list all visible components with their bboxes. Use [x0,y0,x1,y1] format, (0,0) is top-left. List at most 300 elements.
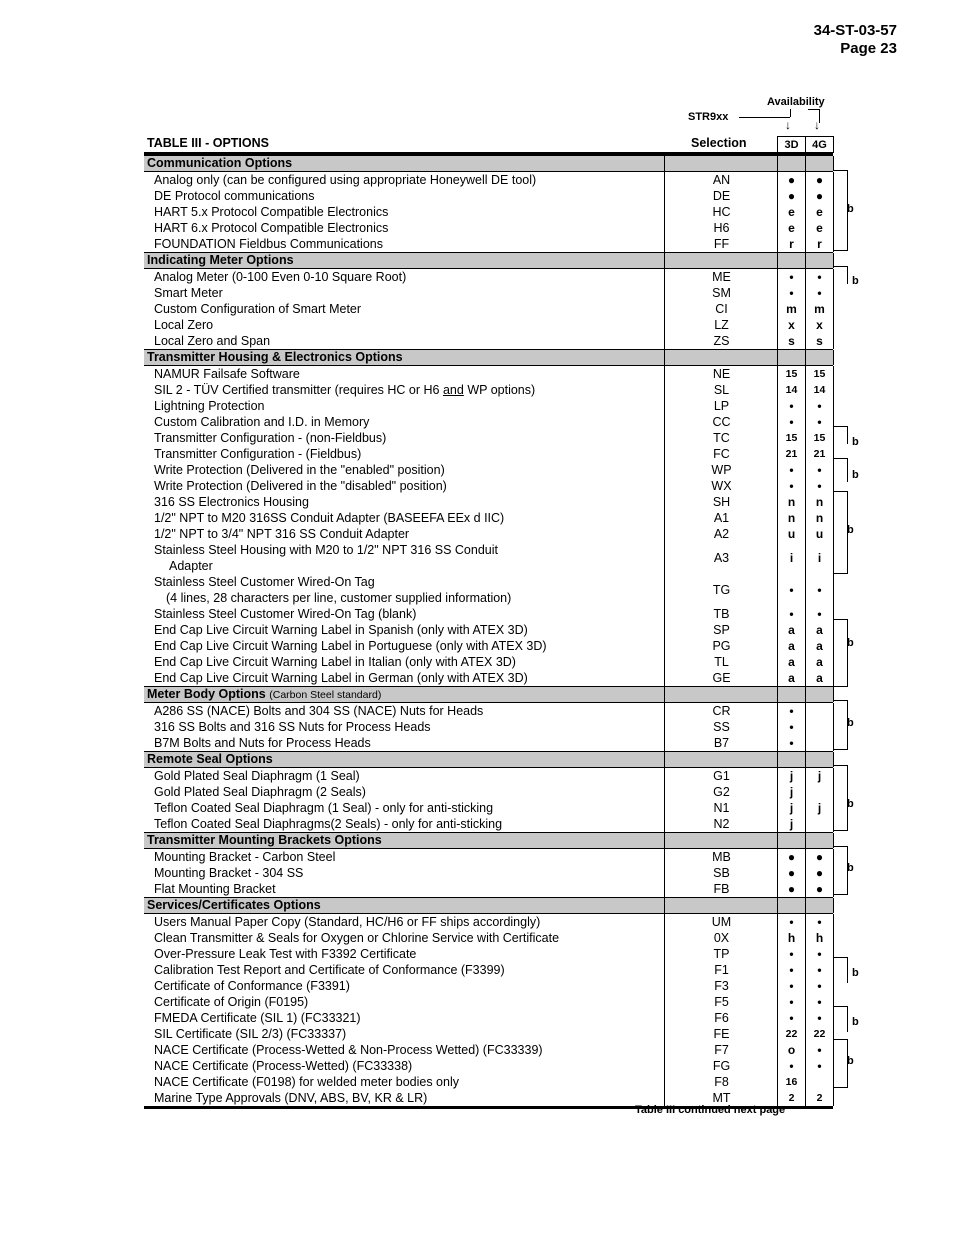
option-description [154,638,547,654]
selection-code: WP [664,462,778,478]
table-row [144,204,833,220]
option-description [154,269,406,285]
option-description [154,526,409,542]
availability-4g: a [805,638,834,654]
section-title [147,253,294,268]
table-row [144,881,833,897]
selection-code: TC [664,430,778,446]
option-description [154,1058,412,1074]
description-line: End Cap Live Circuit Warning Label in German (only with ATEX 3D) [154,671,528,685]
table-row [144,236,833,252]
table-row [144,865,833,881]
option-description [154,574,511,606]
availability-4g: ● [805,881,834,897]
description-line: Clean Transmitter & Seals for Oxygen or Chlorine Service with Certificate [154,931,560,945]
option-description [154,703,483,719]
description-line: 316 SS Electronics Housing [154,495,309,509]
table-row [144,978,833,994]
column-header-4g: 4G [805,136,834,153]
table-row [144,172,833,188]
availability-4g: • [805,398,834,414]
option-description [154,172,536,188]
availability-4g: e [805,204,834,220]
section-cell [805,898,834,913]
availability-4g: • [805,269,834,285]
section-title [147,833,382,848]
bracket-letter: b [847,798,854,810]
description-line: Gold Plated Seal Diaphragm (2 Seals) [154,785,366,799]
model-label: STR9xx [688,111,729,123]
availability-4g [805,784,834,800]
selection-code: SB [664,865,778,881]
section-cell [664,752,778,767]
selection-code: SL [664,382,778,398]
option-description [154,654,516,670]
description-line: FMEDA Certificate (SIL 1) (FC33321) [154,1011,361,1025]
option-description [154,446,361,462]
availability-3d: • [777,478,805,494]
availability-3d: 22 [777,1026,805,1042]
table-row [144,301,833,317]
selection-code: A2 [664,526,778,542]
section-cell [805,752,834,767]
section-header [144,155,833,172]
section-cell [664,253,778,268]
option-description [154,333,270,349]
section-title [147,898,321,913]
option-description [154,494,309,510]
options-table [144,152,833,1109]
selection-code: PG [664,638,778,654]
selection-code: F3 [664,978,778,994]
availability-bracket [833,266,848,284]
selection-code: H6 [664,220,778,236]
option-description [154,800,493,816]
description-line: Transmitter Configuration - (non-Fieldbus) [154,431,387,445]
table-row [144,269,833,285]
selection-code: ZS [664,333,778,349]
availability-3d: o [777,1042,805,1058]
availability-4g: i [805,542,834,574]
availability-3d: s [777,333,805,349]
availability-4g: e [805,220,834,236]
table-row [144,220,833,236]
availability-4g: ● [805,865,834,881]
availability-4g: • [805,914,834,930]
availability-3d: 21 [777,446,805,462]
table-row [144,994,833,1010]
selection-code: TP [664,946,778,962]
selection-header: Selection [691,136,747,150]
section-cell [777,687,805,702]
option-description [154,994,308,1010]
bracket-letter: b [847,203,854,215]
availability-3d: n [777,510,805,526]
section-title [147,687,381,703]
section-cell [777,350,805,365]
availability-3d: ● [777,865,805,881]
bracket-letter: b [852,1016,859,1028]
selection-code: HC [664,204,778,220]
availability-3d: x [777,317,805,333]
availability-4g: 15 [805,430,834,446]
table-row [144,1074,833,1090]
section-cell [664,898,778,913]
description-line: Certificate of Origin (F0195) [154,995,309,1009]
availability-4g: • [805,962,834,978]
selection-code: F1 [664,962,778,978]
selection-code: N2 [664,816,778,832]
selection-code: FF [664,236,778,252]
availability-bracket [833,426,848,444]
table-row [144,914,833,930]
section-cell [805,350,834,365]
bracket-letter: b [852,967,859,979]
description-line: SIL Certificate (SIL 2/3) (FC33337) [154,1027,347,1041]
selection-code: UM [664,914,778,930]
table-row [144,606,833,622]
section-cell [664,156,778,171]
availability-4g: h [805,930,834,946]
section-header [144,832,833,849]
option-description [154,784,366,800]
availability-3d: • [777,978,805,994]
selection-code: DE [664,188,778,204]
option-description [154,414,369,430]
table-row [144,333,833,349]
selection-code: AN [664,172,778,188]
bracket-letter: b [847,524,854,536]
availability-4g: x [805,317,834,333]
selection-code: TL [664,654,778,670]
option-description [154,188,314,204]
selection-code: ME [664,269,778,285]
availability-3d: a [777,638,805,654]
table-row [144,670,833,686]
description-line: Calibration Test Report and Certificate of Conformance (F3399) [154,963,505,977]
bracket-letter: b [852,275,859,287]
table-row [144,638,833,654]
selection-code: SM [664,285,778,301]
availability-3d: j [777,784,805,800]
description-line: 1/2" NPT to 3/4" NPT 316 SS Conduit Adapter [154,527,410,541]
availability-bracket [833,957,848,983]
description-line: Stainless Steel Housing with M20 to 1/2" NPT 316 SS Conduit [154,543,498,557]
section-header [144,349,833,366]
table-row [144,285,833,301]
continued-note: Table III continued next page [635,1104,786,1116]
section-title-text: Indicating Meter Options [147,253,294,267]
description-line: NAMUR Failsafe Software [154,367,300,381]
section-title-text: Transmitter Mounting Brackets Options [147,833,382,847]
selection-code: LP [664,398,778,414]
section-title [147,752,273,767]
availability-3d: e [777,220,805,236]
option-description [154,301,361,317]
availability-3d: j [777,768,805,784]
option-description [154,462,445,478]
description-line: NACE Certificate (Process-Wetted) (FC33338) [154,1059,413,1073]
availability-3d: a [777,670,805,686]
leader-line-join [808,109,819,110]
option-description [154,946,416,962]
table-row [144,930,833,946]
section-cell [664,350,778,365]
section-cell [777,833,805,848]
option-description [154,542,498,574]
description-line: NACE Certificate (Process-Wetted & Non-Process Wetted) (FC33339) [154,1043,543,1057]
option-description [154,236,383,252]
section-header [144,686,833,703]
bracket-letter: b [852,469,859,481]
option-description [154,670,528,686]
option-description [154,366,300,382]
table-row [144,382,833,398]
option-description [154,204,388,220]
availability-4g: n [805,510,834,526]
description-line: DE Protocol communications [154,189,315,203]
description-line: Transmitter Configuration - (Fieldbus) [154,447,362,461]
availability-3d: • [777,285,805,301]
table-row [144,703,833,719]
table-row [144,719,833,735]
selection-code: B7 [664,735,778,751]
option-description [154,1042,543,1058]
table-row [144,366,833,382]
selection-code: G2 [664,784,778,800]
availability-3d: a [777,654,805,670]
availability-4g: • [805,606,834,622]
availability-3d: • [777,398,805,414]
table-row [144,188,833,204]
availability-3d: j [777,800,805,816]
availability-bracket [833,765,848,831]
selection-code: TB [664,606,778,622]
availability-4g: s [805,333,834,349]
availability-4g: ● [805,849,834,865]
availability-4g: a [805,670,834,686]
availability-3d: e [777,204,805,220]
description-line: Custom Configuration of Smart Meter [154,302,362,316]
table-row [144,510,833,526]
option-description [154,1074,459,1090]
availability-4g: • [805,1042,834,1058]
availability-4g: a [805,654,834,670]
availability-4g: 22 [805,1026,834,1042]
availability-3d: • [777,703,805,719]
selection-code: MB [664,849,778,865]
availability-3d: 15 [777,366,805,382]
availability-3d: • [777,914,805,930]
option-description [154,220,388,236]
selection-code: LZ [664,317,778,333]
section-cell [664,833,778,848]
table-row [144,816,833,832]
column-header-3d: 3D [777,136,806,153]
selection-code: GE [664,670,778,686]
model-leader-line [739,117,790,118]
option-description [154,962,505,978]
description-line: Custom Calibration and I.D. in Memory [154,415,370,429]
availability-4g: • [805,1058,834,1074]
availability-4g [805,816,834,832]
availability-4g: • [805,946,834,962]
availability-3d: 2 [777,1090,805,1106]
availability-4g: • [805,478,834,494]
table-row [144,784,833,800]
availability-3d: 14 [777,382,805,398]
availability-4g: • [805,994,834,1010]
table-row [144,849,833,865]
availability-bracket [833,700,848,750]
section-cell [777,156,805,171]
option-description [154,719,431,735]
table-row [144,398,833,414]
availability-4g: n [805,494,834,510]
description-line: Users Manual Paper Copy (Standard, HC/H6 or FF ships accordingly) [154,915,541,929]
table-row [144,962,833,978]
description-line: Gold Plated Seal Diaphragm (1 Seal) [154,769,360,783]
availability-4g [805,735,834,751]
table-row [144,446,833,462]
availability-4g: • [805,462,834,478]
arrow-down-icon: ↓ [785,118,791,132]
option-description [154,849,335,865]
section-cell [777,253,805,268]
availability-4g: r [805,236,834,252]
option-description [154,735,371,751]
availability-3d: • [777,1010,805,1026]
availability-4g: j [805,768,834,784]
availability-3d: • [777,735,805,751]
availability-3d: • [777,269,805,285]
selection-code: A1 [664,510,778,526]
description-line: HART 6.x Protocol Compatible Electronics [154,221,389,235]
table-title: TABLE III - OPTIONS [147,136,269,150]
description-line: SIL 2 - TÜV Certified transmitter (requires HC or H6 and WP options) [154,383,536,397]
availability-bracket [833,491,848,574]
selection-code: 0X [664,930,778,946]
table-row [144,526,833,542]
option-description [154,1010,361,1026]
table-row [144,430,833,446]
table-row [144,654,833,670]
availability-3d: • [777,1058,805,1074]
selection-code: FB [664,881,778,897]
availability-3d: • [777,606,805,622]
selection-code: TG [664,574,778,606]
table-row [144,1042,833,1058]
option-description [154,930,559,946]
availability-4g: • [805,414,834,430]
description-line: FOUNDATION Fieldbus Communications [154,237,383,251]
table-row [144,462,833,478]
table-row [144,946,833,962]
option-description [154,478,447,494]
section-cell [777,898,805,913]
availability-3d: i [777,542,805,574]
section-header [144,897,833,914]
option-description [154,606,416,622]
section-title-text: Services/Certificates Options [147,898,321,912]
availability-3d: r [777,236,805,252]
availability-4g: 21 [805,446,834,462]
option-description [154,317,213,333]
table-row [144,574,833,606]
section-cell [805,156,834,171]
availability-4g: • [805,1010,834,1026]
table-row [144,494,833,510]
availability-label: Availability [767,96,825,108]
section-cell [805,687,834,702]
selection-code: G1 [664,768,778,784]
selection-code: F6 [664,1010,778,1026]
availability-3d: ● [777,188,805,204]
description-line: Teflon Coated Seal Diaphragms(2 Seals) - only for anti-sticking [154,817,503,831]
table-row [144,735,833,751]
option-description [154,816,502,832]
description-line: Certificate of Conformance (F3391) [154,979,350,993]
description-line: Over-Pressure Leak Test with F3392 Certificate [154,947,417,961]
availability-4g: u [805,526,834,542]
option-description [154,978,350,994]
availability-3d: u [777,526,805,542]
availability-4g [805,703,834,719]
availability-3d: h [777,930,805,946]
description-line-2: (4 lines, 28 characters per line, customer supplied information) [166,591,512,605]
option-description [154,768,360,784]
bracket-letter: b [852,436,859,448]
table-row [144,542,833,574]
selection-code: F8 [664,1074,778,1090]
section-title-text: Transmitter Housing & Electronics Options [147,350,403,364]
availability-bracket [833,170,848,251]
availability-3d: 16 [777,1074,805,1090]
table-row [144,478,833,494]
availability-bracket [833,1006,848,1032]
description-line: HART 5.x Protocol Compatible Electronics [154,205,389,219]
selection-code: SS [664,719,778,735]
option-description [154,865,303,881]
description-line: End Cap Live Circuit Warning Label in Portuguese (only with ATEX 3D) [154,639,547,653]
document-number: 34-ST-03-57 [813,22,897,39]
availability-4g: 15 [805,366,834,382]
availability-4g [805,719,834,735]
table-row [144,317,833,333]
selection-code: F7 [664,1042,778,1058]
description-line: 316 SS Bolts and 316 SS Nuts for Process Heads [154,720,431,734]
option-description [154,285,223,301]
description-line: NACE Certificate (F0198) for welded meter bodies only [154,1075,459,1089]
selection-code: NE [664,366,778,382]
page-number: Page 23 [840,40,897,57]
availability-3d: • [777,962,805,978]
section-title-text: Meter Body Options [147,687,266,701]
section-cell [805,253,834,268]
description-line: End Cap Live Circuit Warning Label in Italian (only with ATEX 3D) [154,655,516,669]
selection-code: FC [664,446,778,462]
description-line: Stainless Steel Customer Wired-On Tag [154,575,375,589]
description-line: End Cap Live Circuit Warning Label in Spanish (only with ATEX 3D) [154,623,528,637]
option-description [154,622,528,638]
selection-code: F5 [664,994,778,1010]
availability-3d: j [777,816,805,832]
option-description [154,1026,346,1042]
table-row [144,1026,833,1042]
selection-code: MT [664,1090,778,1106]
option-description [154,398,265,414]
selection-code: CR [664,703,778,719]
